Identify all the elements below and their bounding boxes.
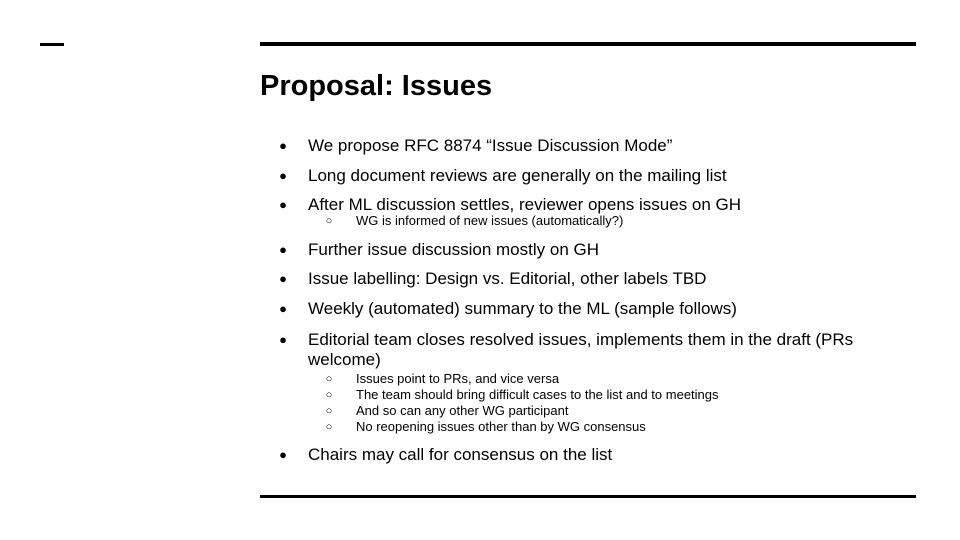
bullet-text: We propose RFC 8874 “Issue Discussion Mode” — [308, 136, 673, 155]
bullet-text: Chairs may call for consensus on the list — [308, 445, 613, 464]
sub-bullet-ring: ○ — [325, 389, 333, 401]
bullet-dot: ● — [279, 197, 287, 212]
bullet-text: After ML discussion settles, reviewer opens issues on GH — [308, 195, 742, 214]
bullet-text: Issue labelling: Design vs. Editorial, other labels TBD — [308, 269, 707, 288]
sub-bullet-text: No reopening issues other than by WG consensus — [356, 419, 646, 434]
sub-bullet-ring: ○ — [325, 373, 333, 385]
bullet-dot: ● — [279, 271, 287, 286]
bullet-dot: ● — [279, 332, 287, 347]
bullet-text: Long document reviews are generally on the mailing list — [308, 166, 727, 185]
bullet-text: Further issue discussion mostly on GH — [308, 240, 599, 259]
sub-bullet-text: And so can any other WG participant — [356, 403, 569, 418]
bottom-rule — [260, 495, 916, 498]
slide-title: Proposal: Issues — [260, 70, 493, 102]
bullet-dot: ● — [279, 301, 287, 316]
bullet-text: Editorial team closes resolved issues, implements them in the draft (PRs welcome) — [308, 330, 854, 369]
sub-bullet-text: The team should bring difficult cases to the list and to meetings — [356, 387, 719, 402]
sub-bullet-text: WG is informed of new issues (automatically?) — [356, 213, 624, 228]
sub-bullet-ring: ○ — [325, 405, 333, 417]
sub-bullet-ring: ○ — [325, 421, 333, 433]
bullet-dot: ● — [279, 447, 287, 462]
bullet-dot: ● — [279, 138, 287, 153]
bullet-dot: ● — [279, 168, 287, 183]
sub-bullet-text: Issues point to PRs, and vice versa — [356, 371, 560, 386]
bullet-dot: ● — [279, 242, 287, 257]
sub-bullet-ring: ○ — [325, 215, 333, 227]
bullet-text: Weekly (automated) summary to the ML (sample follows) — [308, 299, 737, 318]
